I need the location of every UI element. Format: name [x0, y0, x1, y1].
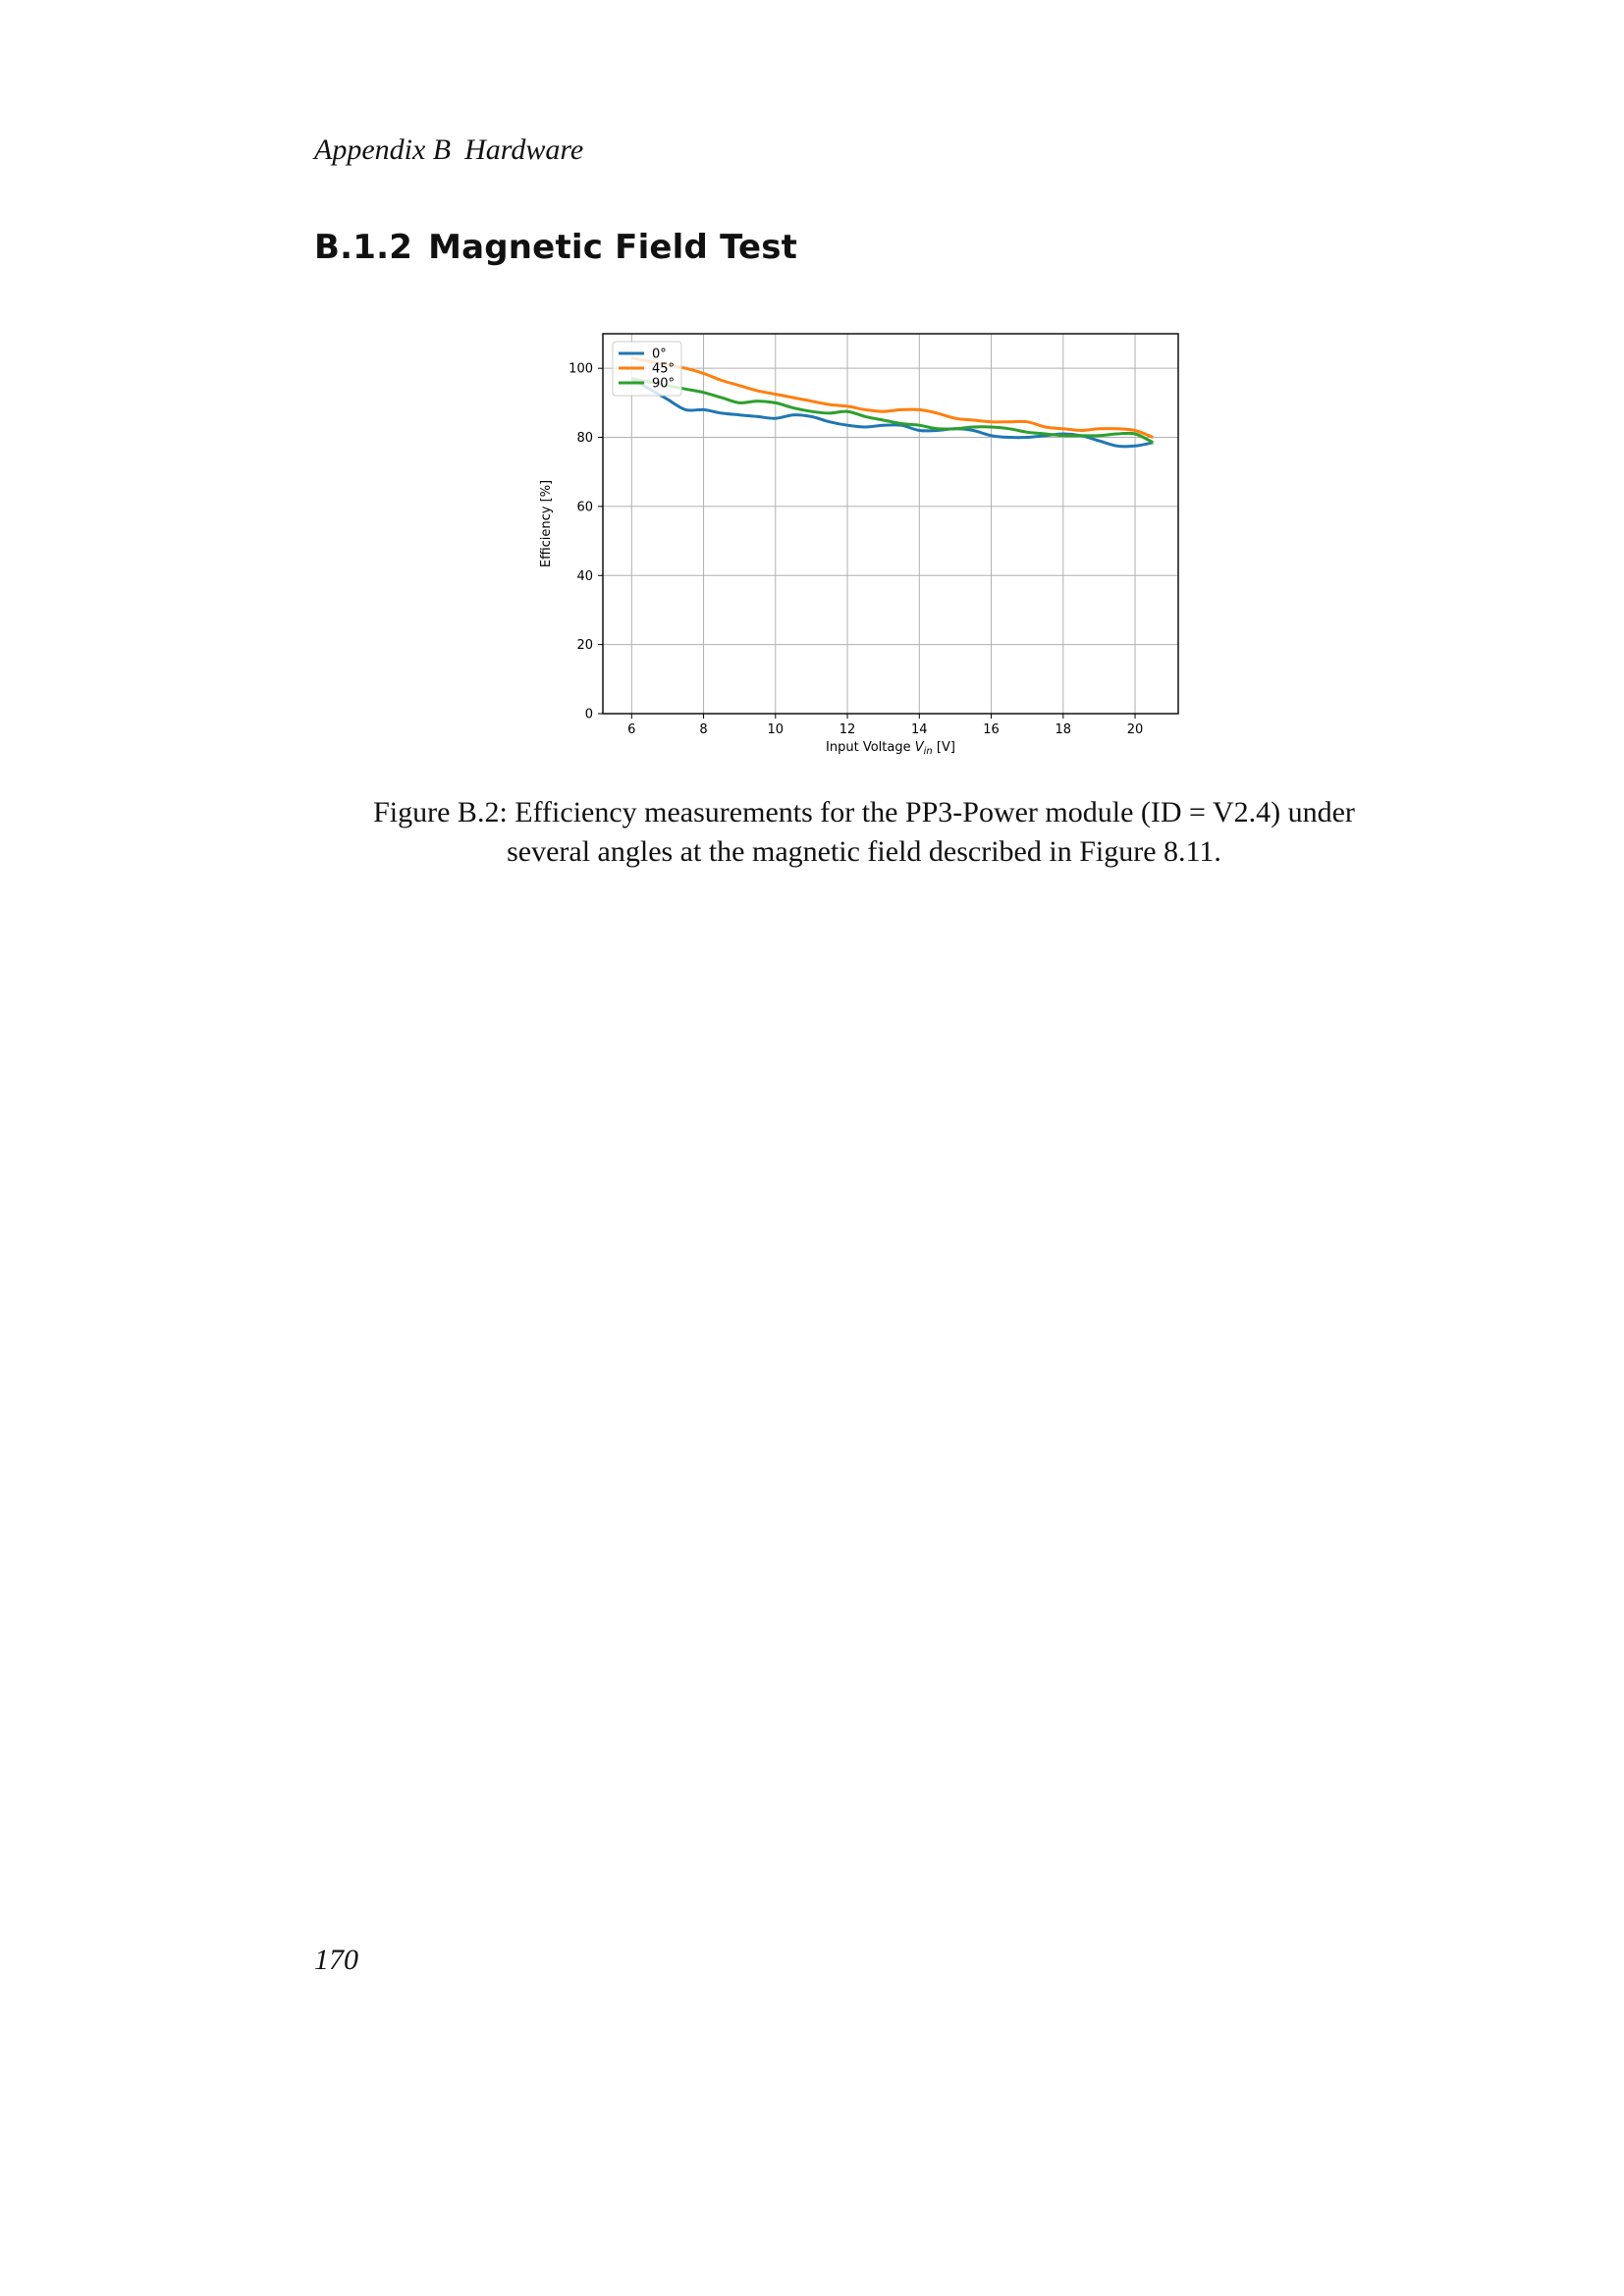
section-title: Magnetic Field Test — [428, 228, 798, 267]
page-number: 170 — [314, 1944, 358, 1976]
x-tick-label: 10 — [767, 722, 785, 737]
x-tick-label: 12 — [839, 722, 856, 737]
y-tick-label: 0 — [584, 707, 593, 722]
running-head-title: Hardware — [464, 133, 584, 166]
x-tick-label: 20 — [1126, 722, 1144, 737]
running-head — [314, 133, 583, 167]
x-tick-label: 16 — [983, 722, 1000, 737]
y-tick-label: 40 — [576, 568, 593, 584]
y-tick-label: 80 — [576, 431, 593, 447]
x-tick-label: 14 — [911, 722, 928, 737]
legend-label: 45° — [652, 361, 676, 377]
axis-ticks — [568, 362, 1143, 737]
y-tick-label: 20 — [576, 638, 593, 654]
x-tick-label: 6 — [627, 722, 636, 737]
running-head-chapter: Appendix B — [314, 133, 452, 166]
legend-label: 0° — [652, 347, 667, 362]
series-lines — [631, 358, 1153, 447]
y-axis-label: Efficiency [%] — [539, 479, 554, 568]
section-heading — [314, 228, 797, 267]
x-tick-label: 18 — [1055, 722, 1072, 737]
legend — [613, 342, 681, 396]
x-axis-label: Input Voltage $V_{in}$ [V] — [826, 740, 955, 757]
figure-caption-line-2: several angles at the magnetic field described in Figure 8.11. — [507, 835, 1221, 868]
figure-caption — [314, 793, 1414, 872]
efficiency-chart — [530, 326, 1198, 768]
figure-caption-line-1: Figure B.2: Efficiency measurements for the PP3-Power module (ID = V2.4) under — [373, 796, 1355, 828]
x-tick-label: 8 — [699, 722, 708, 737]
legend-label: 90° — [652, 376, 676, 392]
y-tick-label: 60 — [576, 500, 593, 515]
y-tick-label: 100 — [568, 361, 593, 377]
section-number: B.1.2 — [314, 228, 413, 267]
